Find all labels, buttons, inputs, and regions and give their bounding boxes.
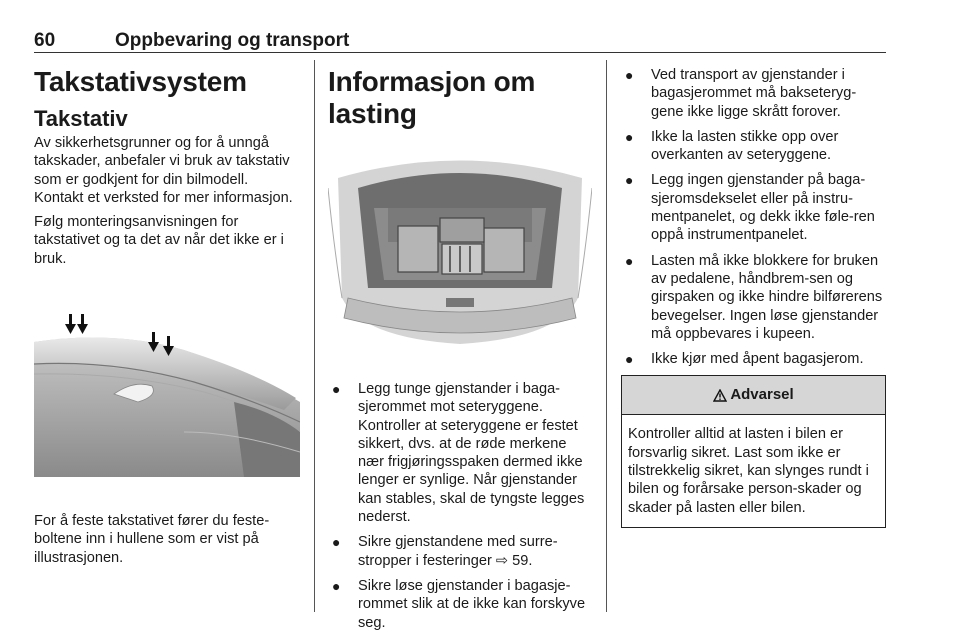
list-item: ● Ikke la lasten stikke opp over overkanten av seteryggene. bbox=[625, 128, 839, 164]
paragraph: Følg monteringsanvisningen for takstativet og ta det av når det ikke er i bruk. bbox=[34, 214, 284, 267]
warning-triangle-icon bbox=[713, 389, 727, 402]
subsection-heading: Takstativ bbox=[34, 106, 128, 131]
loading-list bbox=[328, 380, 592, 632]
trunk-image bbox=[328, 148, 592, 353]
list-item: ● Ved transport av gjenstander i bagasjerommet må bakseteryg-gene ikke ligge skrått forover. bbox=[625, 67, 857, 120]
cross-reference-link[interactable]: Sikre gjenstandene med surre-stropper i festeringer ⇨ 59. bbox=[358, 534, 558, 569]
warning-box bbox=[621, 375, 886, 527]
list-item: ● Sikre gjenstandene med surre-stropper i festeringer ⇨ 59. bbox=[332, 534, 558, 569]
chapter-heading: Takstativsystem bbox=[34, 66, 247, 97]
car-roof-image bbox=[34, 282, 300, 497]
section-heading: Informasjon om lasting bbox=[328, 66, 536, 129]
list-item: ● Sikre løse gjenstander i bagasje-rommet slik at de ikke kan forskyve seg. bbox=[332, 577, 586, 631]
column-divider bbox=[314, 60, 315, 612]
column-loading-rules bbox=[621, 66, 886, 528]
page-header bbox=[34, 30, 886, 53]
column-divider bbox=[606, 60, 607, 612]
loading-rules-list bbox=[621, 66, 886, 368]
warning-text: Kontroller alltid at lasten i bilen er forsvarlig sikret. Last som ikke er tilstrekkelig sikret, kan slynges rundt i bilen og forårsake person-skader og skader på lasten eller bilen. bbox=[628, 426, 869, 516]
column-loading-info bbox=[328, 60, 592, 639]
section-title: Oppbevaring og transport bbox=[115, 30, 350, 51]
page-number: 60 bbox=[34, 30, 56, 51]
list-item: ● Lasten må ikke blokkere for bruken av pedalene, håndbrem-sen og girspaken og ikke hindre bilførerens bevegelser. Ingen løse gjenstander må oppbevares i kupeen. bbox=[625, 252, 883, 342]
warning-header bbox=[622, 376, 885, 415]
paragraph: Av sikkerhetsgrunner og for å unngå takskader, anbefaler vi bruk av takstativ som er godkjent for din bilmodell. Kontakt et verksted for mer informasjon. bbox=[34, 135, 293, 206]
roof-rack-illustration bbox=[34, 282, 300, 502]
list-item: ● Ikke kjør med åpent bagasjerom. bbox=[625, 351, 864, 368]
list-item: ● Legg tunge gjenstander i baga-sjerommet mot seteryggene. Kontroller at seteryggene er festet sikkert, dvs. at de røde merkene nær frigjøringsspaken dermed ikke lenger er synlige. Når gjenstander kan stables, skal de tyngste legges nederst. bbox=[332, 381, 585, 526]
figure-caption: For å feste takstativet fører du feste-boltene inn i hullene som er vist på illustrasjonen. bbox=[34, 513, 270, 566]
luggage-compartment-illustration bbox=[328, 148, 592, 358]
warning-title: Advarsel bbox=[730, 386, 794, 404]
column-roof-rack bbox=[34, 60, 300, 573]
list-item: ● Legg ingen gjenstander på baga-sjeromsdekselet eller på instru-mentpanelet, og dekk ikke føle-ren oppå instrumentpanelet. bbox=[625, 172, 875, 244]
